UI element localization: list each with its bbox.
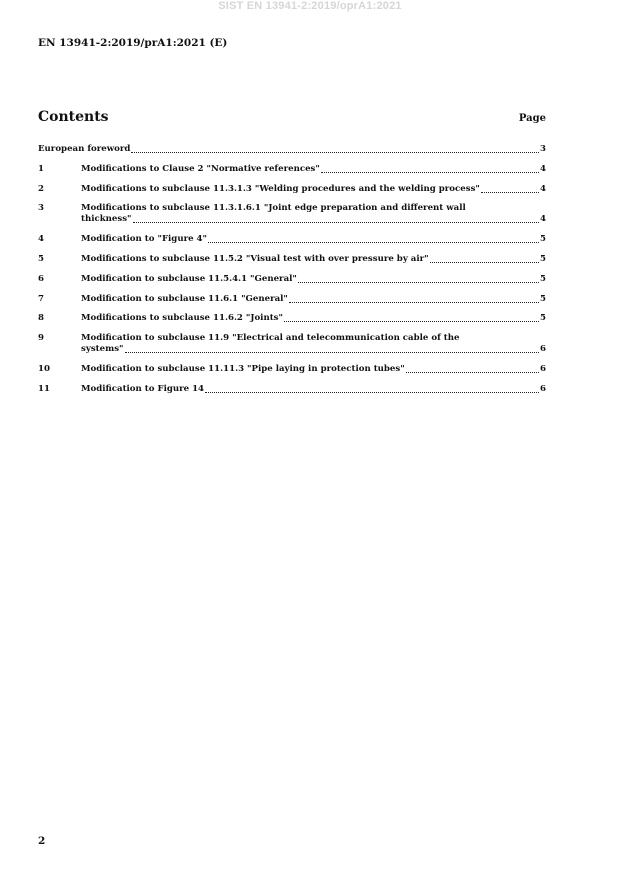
contents-header [38, 109, 546, 125]
toc-entry-number: 8 [38, 313, 44, 324]
dot-leader [208, 242, 539, 243]
page-column-label: Page [518, 113, 546, 124]
toc-entry-number: 4 [38, 234, 44, 245]
dot-leader [131, 152, 539, 153]
toc-entry-page: 5 [540, 293, 546, 304]
toc-entry-label-continued: systems" [81, 344, 124, 355]
document-id: EN 13941-2:2019/prA1:2021 (E) [38, 37, 228, 49]
toc-entry[interactable] [38, 164, 546, 175]
toc-entry[interactable] [38, 294, 546, 305]
toc-entry-label: Modification to Figure 14 [81, 383, 205, 394]
toc-entry[interactable] [38, 184, 546, 195]
toc-entry-label: Modifications to subclause 11.6.2 "Joints" [81, 313, 283, 324]
toc-entry[interactable] [38, 254, 546, 265]
toc-entry[interactable] [38, 234, 546, 245]
toc-entry-page: 5 [540, 313, 546, 324]
page-number: 2 [38, 835, 46, 847]
toc-entry-label: Modification to subclause 11.5.4.1 "General" [81, 273, 297, 284]
toc-entry-number: 1 [38, 163, 44, 174]
toc-entries [38, 164, 546, 395]
dot-leader [481, 192, 539, 193]
toc-entry-page: 6 [540, 363, 546, 374]
toc-entry-page: 6 [540, 344, 546, 355]
toc-entry-page: 4 [540, 163, 546, 174]
toc-entry-label: Modification to subclause 11.6.1 "General" [81, 293, 288, 304]
toc-entry-label: Modification to "Figure 4" [81, 234, 208, 245]
dot-leader [321, 172, 539, 173]
toc-entry-number: 6 [38, 273, 44, 284]
toc-entry-label: Modifications to subclause 11.3.1.3 "Welding procedures and the welding process" [81, 183, 480, 194]
dot-leader [298, 282, 539, 283]
toc-entry-number: 5 [38, 253, 44, 264]
toc-entry-label-continued: thickness" [81, 214, 132, 225]
toc-entry[interactable] [38, 384, 546, 395]
toc-entry-label: Modifications to subclause 11.3.1.6.1 "Joint edge preparation and different wall [81, 203, 466, 214]
toc-entry-page: 4 [540, 214, 546, 225]
dot-leader [284, 321, 539, 322]
toc-entry-page: 5 [540, 234, 546, 245]
toc-entry-page: 6 [540, 383, 546, 394]
toc-entry-number: 9 [38, 333, 44, 344]
toc-entry[interactable] [38, 333, 546, 355]
toc-entry-label: European foreword [38, 144, 131, 154]
toc-entry-number: 3 [38, 203, 44, 214]
dot-leader [430, 262, 539, 263]
dot-leader [125, 352, 539, 353]
toc-entry[interactable] [38, 364, 546, 375]
toc-entry-label: Modification to subclause 11.9 "Electrical and telecommunication cable of the [81, 333, 460, 344]
toc-entry-number: 11 [38, 383, 50, 394]
toc-entry-page: 4 [540, 183, 546, 194]
toc-entry-page: 5 [540, 273, 546, 284]
toc-entry-number: 10 [38, 363, 50, 374]
contents-title: Contents [38, 109, 109, 125]
watermark: SIST EN 13941-2:2019/oprA1:2021 [218, 0, 402, 12]
toc-entry-label: Modification to subclause 11.11.3 "Pipe laying in protection tubes" [81, 363, 405, 374]
toc-entry-number: 2 [38, 183, 44, 194]
dot-leader [289, 302, 539, 303]
toc-entry[interactable] [38, 313, 546, 324]
toc-entry-page: 5 [540, 253, 546, 264]
toc-entry-label: Modifications to subclause 11.5.2 "Visual test with over pressure by air" [81, 253, 429, 264]
toc-entry-foreword[interactable] [38, 144, 546, 155]
table-of-contents [38, 144, 546, 404]
toc-entry[interactable] [38, 274, 546, 285]
dot-leader [133, 222, 539, 223]
toc-entry-number: 7 [38, 293, 44, 304]
toc-entry-label: Modifications to Clause 2 "Normative references" [81, 163, 320, 174]
toc-entry-page: 3 [540, 144, 546, 154]
toc-entry[interactable] [38, 203, 546, 225]
dot-leader [205, 392, 539, 393]
dot-leader [406, 372, 539, 373]
